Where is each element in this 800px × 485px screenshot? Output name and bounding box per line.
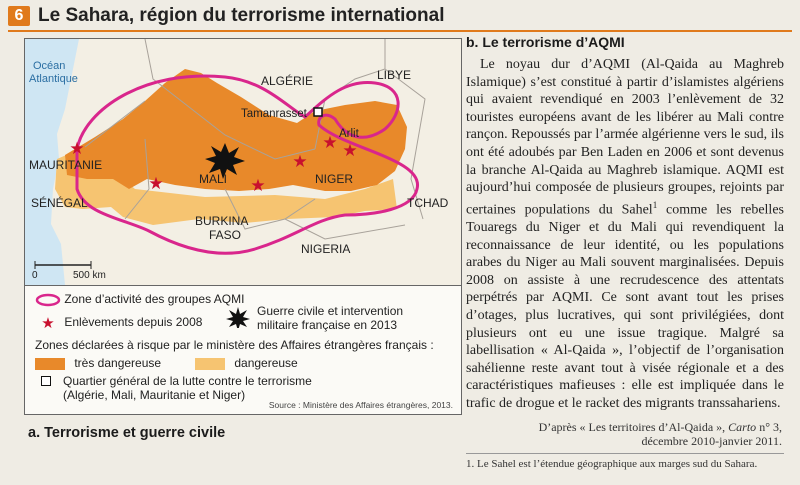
kidnapping-star: ★	[292, 152, 308, 172]
legend-war-row	[225, 304, 403, 332]
article-panel	[466, 34, 792, 478]
label-tamanrasset: Tamanrasset	[241, 108, 307, 120]
legend-war-line2: militaire française en 2013	[257, 318, 398, 332]
very-dangerous-swatch	[35, 358, 65, 370]
footnote: 1. Le Sahel est l’étendue géographique aux marges sud du Sahara.	[466, 453, 784, 470]
map-panel	[24, 38, 462, 415]
label-mali: MALI	[199, 172, 228, 186]
dangerous-swatch	[195, 358, 225, 370]
legend-zone-label: Zone d’activité des groupes AQMI	[64, 292, 245, 306]
source-journal: Carto	[728, 420, 757, 434]
kidnapping-star: ★	[148, 174, 164, 194]
legend-zones-title: Zones déclarées à risque par le ministère des Affaires étrangères français :	[35, 338, 434, 352]
document-header	[8, 4, 792, 30]
label-libye: LIBYE	[377, 68, 412, 82]
label-faso: FASO	[209, 228, 242, 242]
legend-kidnapping-label: Enlèvements depuis 2008	[64, 315, 203, 330]
legend-dangerous-row	[195, 356, 298, 370]
map-legend	[25, 285, 461, 415]
legend-dangerous-label: dangereuse	[234, 356, 298, 370]
legend-hq-line1: Quartier général de la lutte contre le terrorisme	[63, 374, 312, 388]
legend-hq-row	[35, 374, 312, 402]
label-nigeria: NIGERIA	[301, 242, 351, 256]
title-rule	[8, 30, 792, 32]
legend-war-text	[257, 304, 403, 332]
label-burkina: BURKINA	[195, 214, 249, 228]
section-number: 6	[8, 6, 30, 26]
hq-marker	[314, 108, 322, 116]
article-body	[466, 56, 784, 413]
page-title: Le Sahara, région du terrorisme international	[38, 5, 445, 26]
scale-zero: 0	[32, 270, 38, 281]
scale-distance: 500 km	[73, 270, 106, 281]
legend-very-dangerous-label: très dangereuse	[74, 356, 162, 370]
label-niger: NIGER	[315, 172, 354, 186]
article-body-part2: comme les rebelles Touaregs du Niger et du Mali qui revendiquent la reconnaissance de leur identité, ou les populations arabes du Niger au Mali souvent marginalisées. Depuis 2008 on assiste à une recrudescence des attentats perpétrés par AQMI. Ce sont avant tout les prises d’otages, plus lucratives, qui sont privilégiées, dont plusieurs ont eu une issue tragique. Malgré sa labellisation « Al-Qaida », l’objectif de l’organisation sahélienne reste avant tout à visée régionale et a des caractéristiques mafieuses : elle est impliquée dans le trafic de drogue et le racket des migrants transsahariens.	[466, 202, 784, 411]
map-source: Source : Ministère des Affaires étrangères, 2013.	[268, 400, 453, 410]
label-algerie: ALGÉRIE	[261, 74, 314, 88]
label-tchad: TCHAD	[407, 196, 449, 210]
legend-very-dangerous-row	[35, 356, 161, 370]
article-body-part1: Le noyau dur d’AQMI (Al-Qaida au Maghreb Islamique) s’est constitué à partir d’islamistes algériens qui avaient revendiqué en 2003 l’enlèvement de 32 touristes européens avant de les libérer au Mali contre rançon. Repoussés par l’armée algérienne vers le sud, ils ont été adoubés par Ben Laden en 2006 et sont devenus la branche Al-Qaida au Maghreb islamique. AQMI est aujourd’hui composée de plusieurs groupes, rejoints par certaines populations du Sahel	[466, 57, 784, 218]
war-burst-icon	[225, 306, 251, 328]
article-heading: b. Le terrorisme d’AQMI	[466, 34, 625, 50]
sahara-map	[25, 39, 461, 285]
source-suffix: n° 3,	[756, 420, 782, 434]
label-arlit: Arlit	[339, 128, 359, 140]
source-prefix: D’après « Les territoires d’Al-Qaida »,	[538, 420, 729, 434]
kidnapping-star: ★	[69, 139, 85, 159]
article-source	[539, 420, 782, 448]
zone-outline-icon	[35, 293, 61, 307]
legend-zone-row	[35, 292, 244, 307]
legend-kidnapping-row	[35, 314, 202, 332]
kidnapping-star: ★	[322, 133, 338, 153]
kidnapping-star: ★	[250, 176, 266, 196]
star-icon: ★	[41, 314, 55, 332]
label-ocean-2: Atlantique	[29, 73, 78, 85]
legend-war-line1: Guerre civile et intervention	[257, 304, 404, 318]
legend-hq-line2: (Algérie, Mali, Mauritanie et Niger)	[63, 388, 246, 402]
label-ocean-1: Océan	[33, 60, 66, 72]
footnote-mark: 1	[652, 199, 658, 210]
caption-a: a. Terrorisme et guerre civile	[28, 425, 226, 441]
kidnapping-star: ★	[342, 141, 358, 161]
legend-hq-text	[63, 374, 312, 402]
source-line2: décembre 2010-janvier 2011.	[641, 434, 782, 448]
label-senegal: SÉNÉGAL	[31, 196, 88, 210]
label-mauritanie: MAURITANIE	[29, 158, 103, 172]
hq-square-icon	[41, 376, 51, 386]
